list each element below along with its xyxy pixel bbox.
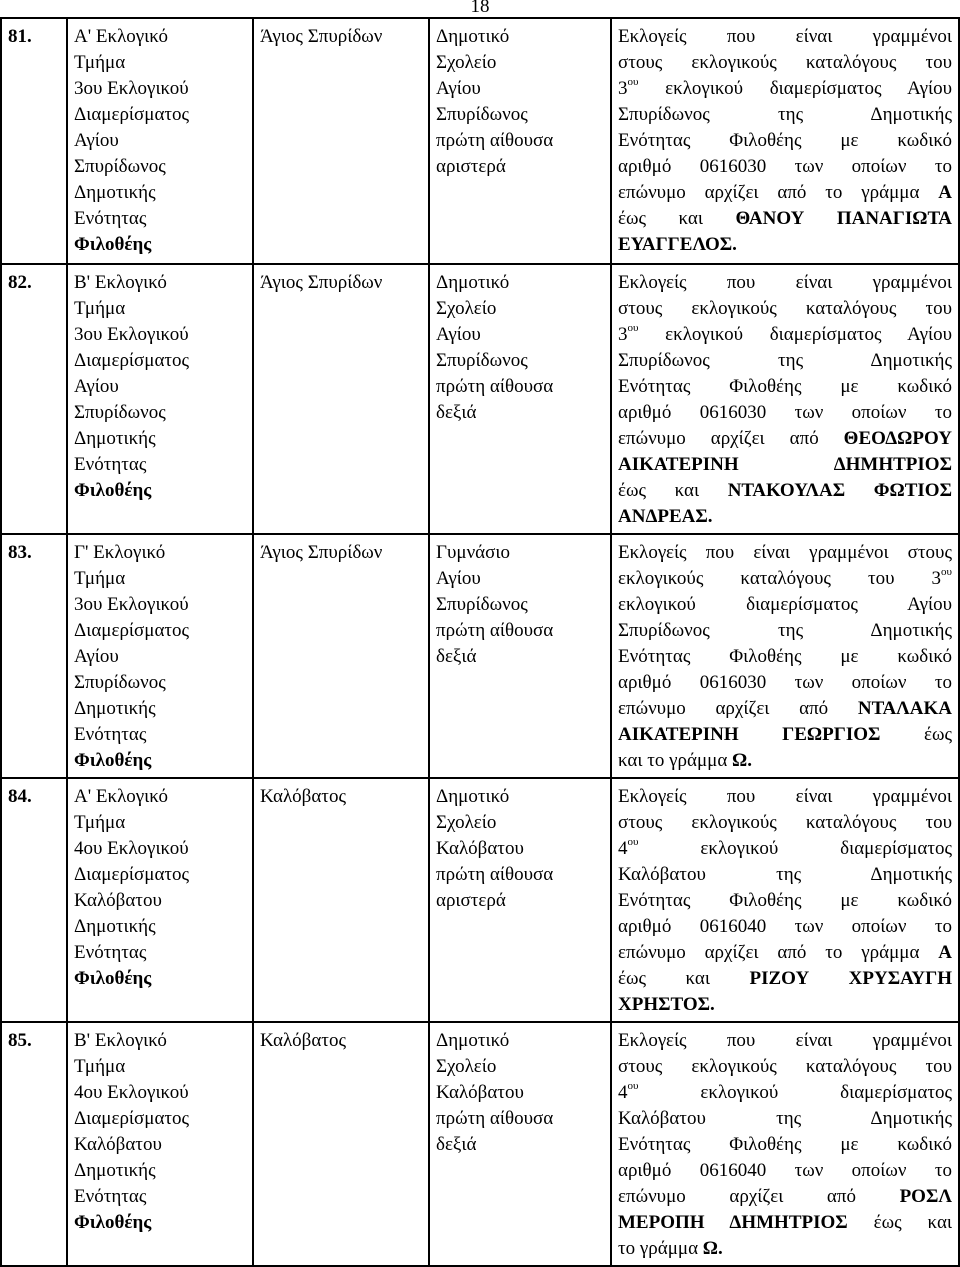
section-line: Καλόβατου (74, 890, 162, 911)
voters-line: αριθμό 0616030 των οποίων το (618, 402, 952, 423)
voters-line: αριθμό 0616040 των οποίων το (618, 1160, 952, 1181)
table-row (1, 1022, 959, 1266)
voters-line: Καλόβατου της Δημοτικής (618, 864, 952, 885)
section-line: 4ου Εκλογικού (74, 838, 189, 859)
section-line: Δημοτικής (74, 698, 156, 719)
section-line: Τμήμα (74, 812, 126, 833)
location (253, 778, 429, 1022)
voters-line: Εκλογείς που είναι γραμμένοι (618, 26, 952, 47)
voters-line: Ενότητας Φιλοθέης με κωδικό (618, 890, 952, 911)
section-line: Τμήμα (74, 568, 126, 589)
voters-line: Ενότητας Φιλοθέης με κωδικό (618, 130, 952, 151)
building-line: Δημοτικό (436, 26, 510, 47)
building-line: δεξιά (436, 402, 477, 423)
row-number: 85. (1, 1022, 67, 1266)
electoral-section (67, 778, 253, 1022)
voters-line: στους εκλογικούς καταλόγους του (618, 298, 952, 319)
section-line: 3ου Εκλογικού (74, 594, 189, 615)
building (429, 1022, 611, 1266)
building-line: Δημοτικό (436, 272, 510, 293)
voters-description (611, 1022, 959, 1266)
electoral-section (67, 18, 253, 264)
building-line: πρώτη αίθουσα (436, 1108, 554, 1129)
row-number: 83. (1, 534, 67, 778)
polling-stations-table (0, 17, 960, 1267)
table-row (1, 264, 959, 534)
section-line: Δημοτικής (74, 182, 156, 203)
section-line: Τμήμα (74, 1056, 126, 1077)
voters-line: $4^{o\upsilon}$ εκλογικού διαμερίσματος (618, 835, 952, 859)
voters-line: Ενότητας Φιλοθέης με κωδικό (618, 376, 952, 397)
section-line: Β' Εκλογικό (74, 1030, 167, 1051)
section-line: Τμήμα (74, 298, 126, 319)
voters-line: αριθμό 0616040 των οποίων το (618, 916, 952, 937)
building (429, 778, 611, 1022)
voters-line: επώνυμο αρχίζει από το γράμμα Α (618, 942, 952, 963)
voters-line: Σπυρίδωνος της Δημοτικής (618, 620, 952, 641)
section-line: Α' Εκλογικό (74, 26, 168, 47)
voters-line: επώνυμο αρχίζει από ΝΤΑΛΑΚΑ (618, 698, 952, 719)
building-line: Δημοτικό (436, 1030, 510, 1051)
voters-line: επώνυμο αρχίζει από ΡΟΣΛ (618, 1186, 952, 1207)
section-line: Διαμερίσματος (74, 864, 190, 885)
building-line: Σπυρίδωνος (436, 350, 528, 371)
building-line: Σχολείο (436, 812, 497, 833)
building (429, 264, 611, 534)
section-line: Σπυρίδωνος (74, 156, 166, 177)
voters-line: ΑΙΚΑΤΕΡΙΝΗ ΓΕΩΡΓΙΟΣ έως (618, 724, 952, 745)
building-line: Καλόβατου (436, 1082, 524, 1103)
section-line: Β' Εκλογικό (74, 272, 167, 293)
building-line: πρώτη αίθουσα (436, 620, 554, 641)
building-line: αριστερά (436, 156, 506, 177)
section-unit-name: Φιλοθέης (74, 1212, 152, 1233)
voters-line: Καλόβατου της Δημοτικής (618, 1108, 952, 1129)
voters-line: στους εκλογικούς καταλόγους του (618, 1056, 952, 1077)
voters-description (611, 264, 959, 534)
building-line: Σχολείο (436, 298, 497, 319)
location (253, 18, 429, 264)
voters-line: Σπυρίδωνος της Δημοτικής (618, 104, 952, 125)
electoral-section (67, 264, 253, 534)
voters-line: έως και ΝΤΑΚΟΥΛΑΣ ΦΩΤΙΟΣ (618, 480, 953, 501)
section-line: Καλόβατου (74, 1134, 162, 1155)
voters-line: Εκλογείς που είναι γραμμένοι (618, 1030, 952, 1051)
voters-line: στους εκλογικούς καταλόγους του (618, 812, 952, 833)
voters-line: αριθμό 0616030 των οποίων το (618, 156, 952, 177)
section-line: 3ου Εκλογικού (74, 324, 189, 345)
section-line: Ενότητας (74, 208, 147, 229)
table-row (1, 534, 959, 778)
section-line: 3ου Εκλογικού (74, 78, 189, 99)
voters-line: Σπυρίδωνος της Δημοτικής (618, 350, 952, 371)
section-line: Δημοτικής (74, 1160, 156, 1181)
voters-line: εκλογικού διαμερίσματος Αγίου (618, 594, 952, 615)
voters-line: εκλογικούς καταλόγους του $3^{o\upsilon}$ (618, 565, 952, 589)
building-line: πρώτη αίθουσα (436, 864, 554, 885)
section-line: Αγίου (74, 376, 119, 397)
section-line: Γ' Εκλογικό (74, 542, 166, 563)
section-line: Ενότητας (74, 1186, 147, 1207)
voters-line: αριθμό 0616030 των οποίων το (618, 672, 952, 693)
section-line: Αγίου (74, 646, 119, 667)
location-name: Άγιος Σπυρίδων (260, 272, 383, 293)
section-line: Σπυρίδωνος (74, 402, 166, 423)
voters-line: ΑΙΚΑΤΕΡΙΝΗ ΔΗΜΗΤΡΙΟΣ (618, 454, 952, 475)
building-line: Σπυρίδωνος (436, 594, 528, 615)
voters-description (611, 778, 959, 1022)
section-unit-name: Φιλοθέης (74, 750, 152, 771)
section-line: 4ου Εκλογικού (74, 1082, 189, 1103)
section-unit-name: Φιλοθέης (74, 480, 152, 501)
location (253, 1022, 429, 1266)
building-line: Αγίου (436, 78, 481, 99)
table-row (1, 18, 959, 264)
voters-line: έως και ΡΙΖΟΥ ΧΡΥΣΑΥΓΗ (618, 968, 953, 989)
voters-description (611, 18, 959, 264)
building-line: Δημοτικό (436, 786, 510, 807)
voters-line: Ενότητας Φιλοθέης με κωδικό (618, 1134, 952, 1155)
voters-line: ΧΡΗΣΤΟΣ. (618, 994, 715, 1015)
building-line: πρώτη αίθουσα (436, 130, 554, 151)
section-line: Α' Εκλογικό (74, 786, 168, 807)
section-line: Ενότητας (74, 942, 147, 963)
building (429, 18, 611, 264)
voters-line: Εκλογείς που είναι γραμμένοι στους (618, 542, 952, 563)
location (253, 534, 429, 778)
page-number: 18 (470, 0, 490, 17)
electoral-section (67, 1022, 253, 1266)
location (253, 264, 429, 534)
section-unit-name: Φιλοθέης (74, 234, 152, 255)
section-line: Διαμερίσματος (74, 350, 190, 371)
row-number: 82. (1, 264, 67, 534)
voters-line: στους εκλογικούς καταλόγους του (618, 52, 952, 73)
voters-line: ΜΕΡΟΠΗ ΔΗΜΗΤΡΙΟΣ έως και (618, 1212, 953, 1233)
building-line: δεξιά (436, 1134, 477, 1155)
voters-line: $3^{o\upsilon}$ εκλογικού διαμερίσματος Αγίου (618, 75, 952, 99)
row-number: 81. (1, 18, 67, 264)
voters-line: ΕΥΑΓΓΕΛΟΣ. (618, 234, 737, 255)
section-line: Σπυρίδωνος (74, 672, 166, 693)
electoral-section (67, 534, 253, 778)
building-line: αριστερά (436, 890, 506, 911)
section-line: Δημοτικής (74, 428, 156, 449)
voters-line: επώνυμο αρχίζει από ΘΕΟΔΩΡΟΥ (618, 428, 952, 449)
building-line: πρώτη αίθουσα (436, 376, 554, 397)
section-unit-name: Φιλοθέης (74, 968, 152, 989)
voters-line: Εκλογείς που είναι γραμμένοι (618, 786, 952, 807)
building-line: Καλόβατου (436, 838, 524, 859)
building-line: Αγίου (436, 568, 481, 589)
location-name: Καλόβατος (260, 1030, 346, 1051)
building (429, 534, 611, 778)
voters-line: επώνυμο αρχίζει από το γράμμα Α (618, 182, 952, 203)
location-name: Καλόβατος (260, 786, 346, 807)
voters-description (611, 534, 959, 778)
building-line: Γυμνάσιο (436, 542, 510, 563)
voters-line: έως και ΘΑΝΟΥ ΠΑΝΑΓΙΩΤΑ (618, 208, 953, 229)
building-line: Σχολείο (436, 52, 497, 73)
section-line: Ενότητας (74, 454, 147, 475)
row-number: 84. (1, 778, 67, 1022)
voters-line: Εκλογείς που είναι γραμμένοι (618, 272, 952, 293)
section-line: Τμήμα (74, 52, 126, 73)
section-line: Διαμερίσματος (74, 104, 190, 125)
building-line: Σπυρίδωνος (436, 104, 528, 125)
building-line: Σχολείο (436, 1056, 497, 1077)
building-line: δεξιά (436, 646, 477, 667)
table-row (1, 778, 959, 1022)
voters-line: το γράμμα Ω. (618, 1238, 723, 1259)
voters-line: $4^{o\upsilon}$ εκλογικού διαμερίσματος (618, 1079, 952, 1103)
section-line: Αγίου (74, 130, 119, 151)
section-line: Διαμερίσματος (74, 620, 190, 641)
location-name: Άγιος Σπυρίδων (260, 542, 383, 563)
section-line: Διαμερίσματος (74, 1108, 190, 1129)
voters-line: $3^{o\upsilon}$ εκλογικού διαμερίσματος Αγίου (618, 321, 952, 345)
location-name: Άγιος Σπυρίδων (260, 26, 383, 47)
voters-line: και το γράμμα Ω. (618, 750, 752, 771)
section-line: Ενότητας (74, 724, 147, 745)
section-line: Δημοτικής (74, 916, 156, 937)
voters-line: ΑΝΔΡΕΑΣ. (618, 506, 713, 527)
building-line: Αγίου (436, 324, 481, 345)
voters-line: Ενότητας Φιλοθέης με κωδικό (618, 646, 952, 667)
